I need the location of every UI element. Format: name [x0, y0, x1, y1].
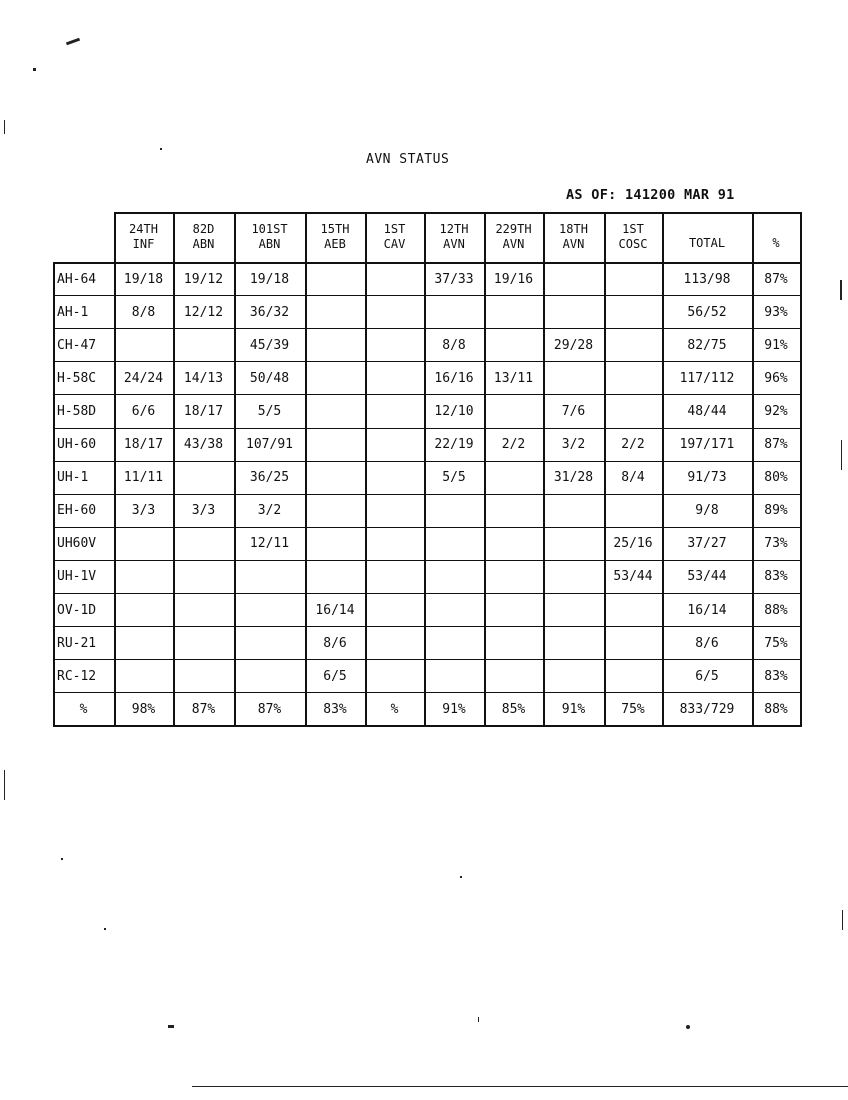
- table-header-rule: [53, 262, 802, 264]
- scan-speck: [842, 910, 843, 930]
- table-vertical-rule: [424, 212, 426, 725]
- table-row-rule: [53, 295, 802, 296]
- table-cell: 16/14: [315, 602, 355, 618]
- table-cell: 3/3: [131, 503, 156, 519]
- table-row-rule: [53, 560, 802, 561]
- table-cell: 6/5: [695, 668, 719, 684]
- table-cell: 19/16: [493, 271, 534, 287]
- table-cell: 85%: [501, 701, 526, 717]
- table-row-rule: [53, 328, 802, 329]
- table-cell: 3/3: [191, 503, 216, 519]
- table-cell: 87%: [191, 701, 216, 717]
- table-cell: 80%: [764, 470, 788, 486]
- table-cell: 7/6: [561, 403, 586, 419]
- table-cell: 53/44: [613, 569, 653, 585]
- row-label: CH-47: [57, 337, 97, 353]
- table-cell: 89%: [764, 503, 788, 519]
- row-label: EH-60: [57, 503, 97, 519]
- scan-speck: [840, 280, 842, 300]
- table-cell: 5/5: [442, 470, 466, 486]
- table-cell: 6/5: [323, 668, 347, 684]
- table-cell: 12/10: [434, 403, 474, 419]
- table-cell: 18/17: [123, 437, 164, 453]
- table-cell: 37/33: [434, 271, 474, 287]
- table-cell: 73%: [764, 536, 788, 552]
- table-cell: 36/32: [249, 304, 290, 320]
- row-label: RC-12: [57, 668, 97, 684]
- table-cell: 82/75: [687, 337, 727, 353]
- table-cell: 91%: [561, 701, 586, 717]
- table-row-rule: [53, 394, 802, 395]
- scan-speck: [33, 68, 36, 71]
- column-header: 229TH AVN: [495, 222, 532, 251]
- table-row-rule: [53, 527, 802, 528]
- table-cell: 833/729: [679, 701, 735, 717]
- table-cell: 8/6: [323, 635, 347, 651]
- table-cell: 88%: [764, 701, 788, 717]
- scan-speck: [460, 876, 462, 878]
- table-vertical-rule: [173, 212, 175, 725]
- table-cell: 113/98: [683, 271, 731, 287]
- table-cell: 117/112: [679, 370, 735, 386]
- column-header: %: [772, 236, 780, 250]
- table-cell: 93%: [764, 304, 788, 320]
- table-vertical-rule: [365, 212, 367, 725]
- row-label: %: [79, 701, 88, 717]
- table-cell: 8/6: [695, 635, 719, 651]
- column-header: 12TH AVN: [439, 222, 469, 251]
- table-cell: 87%: [764, 437, 788, 453]
- column-header: TOTAL: [688, 236, 726, 250]
- table-cell: 19/12: [183, 271, 224, 287]
- table-cell: 19/18: [249, 271, 290, 287]
- table-cell: 3/2: [561, 437, 586, 453]
- row-label: H-58D: [57, 403, 97, 419]
- table-vertical-rule: [800, 212, 802, 725]
- table-cell: 3/2: [257, 503, 282, 519]
- table-row-rule: [53, 361, 802, 362]
- table-cell: 6/6: [131, 403, 156, 419]
- table-cell: %: [390, 701, 399, 717]
- table-vertical-rule: [543, 212, 545, 725]
- column-header: 1ST COSC: [618, 222, 648, 251]
- table-cell: 88%: [764, 602, 788, 618]
- table-vertical-rule: [484, 212, 486, 725]
- column-header: 82D ABN: [192, 222, 215, 251]
- scan-speck: [61, 858, 63, 860]
- table-row-rule: [53, 461, 802, 462]
- table-cell: 11/11: [123, 470, 164, 486]
- row-label: RU-21: [57, 635, 97, 651]
- table-cell: 50/48: [249, 370, 290, 386]
- table-cell: 29/28: [553, 337, 594, 353]
- column-header: 24TH INF: [129, 222, 158, 251]
- row-label: UH60V: [57, 536, 97, 552]
- table-row-rule: [53, 659, 802, 660]
- scan-speck: [160, 148, 162, 150]
- table-cell: 2/2: [621, 437, 645, 453]
- scan-speck: [168, 1025, 174, 1028]
- table-row-rule: [53, 593, 802, 594]
- table-row-rule: [53, 428, 802, 429]
- table-cell: 98%: [131, 701, 156, 717]
- row-label: AH-64: [57, 271, 97, 287]
- table-cell: 36/25: [249, 470, 290, 486]
- table-cell: 8/8: [131, 304, 156, 320]
- table-cell: 8/4: [621, 470, 645, 486]
- column-header: 15TH AEB: [320, 222, 350, 251]
- table-cell: 83%: [764, 668, 788, 684]
- table-cell: 24/24: [123, 370, 164, 386]
- table-cell: 14/13: [183, 370, 224, 386]
- table-cell: 5/5: [257, 403, 282, 419]
- table-cell: 9/8: [695, 503, 719, 519]
- table-cell: 37/27: [687, 536, 727, 552]
- row-label: UH-1V: [57, 569, 97, 585]
- bottom-rule: [192, 1086, 848, 1087]
- table-cell: 53/44: [687, 569, 727, 585]
- table-cell: 75%: [621, 701, 645, 717]
- table-cell: 43/38: [183, 437, 224, 453]
- table-vertical-rule: [604, 212, 606, 725]
- table-cell: 22/19: [434, 437, 474, 453]
- row-label: UH-60: [57, 437, 97, 453]
- table-row-rule: [53, 692, 802, 693]
- table-cell: 16/16: [434, 370, 474, 386]
- table-cell: 16/14: [687, 602, 727, 618]
- table-cell: 25/16: [613, 536, 653, 552]
- row-label: OV-1D: [57, 602, 97, 618]
- scan-speck: [104, 928, 106, 930]
- table-cell: 96%: [764, 370, 788, 386]
- scan-speck: [478, 1017, 479, 1022]
- table-cell: 18/17: [183, 403, 224, 419]
- table-cell: 87%: [257, 701, 282, 717]
- table-cell: 45/39: [249, 337, 290, 353]
- as-of-date: AS OF: 141200 MAR 91: [566, 187, 735, 203]
- scan-speck: [841, 440, 842, 470]
- column-header: 101ST ABN: [251, 222, 288, 251]
- scan-speck: [4, 120, 5, 134]
- table-cell: 12/11: [249, 536, 290, 552]
- table-cell: 91%: [442, 701, 466, 717]
- table-row-rule: [53, 725, 802, 727]
- table-cell: 107/91: [246, 437, 293, 453]
- row-label: AH-1: [57, 304, 89, 320]
- row-label: H-58C: [57, 370, 97, 386]
- table-cell: 75%: [764, 635, 788, 651]
- scan-speck: [4, 770, 5, 800]
- table-cell: 31/28: [553, 470, 594, 486]
- column-header: 18TH AVN: [559, 222, 588, 251]
- row-label: UH-1: [57, 470, 89, 486]
- table-cell: 91/73: [687, 470, 727, 486]
- table-row-rule: [53, 626, 802, 627]
- table-cell: 87%: [764, 271, 788, 287]
- table-cell: 13/11: [493, 370, 534, 386]
- table-cell: 92%: [764, 403, 788, 419]
- table-cell: 12/12: [183, 304, 224, 320]
- document-title: AVN STATUS: [366, 152, 450, 167]
- table-cell: 2/2: [501, 437, 526, 453]
- scan-speck: [686, 1025, 690, 1029]
- table-cell: 56/52: [687, 304, 727, 320]
- table-cell: 197/171: [679, 437, 735, 453]
- table-cell: 91%: [764, 337, 788, 353]
- column-header: 1ST CAV: [383, 222, 406, 251]
- table-top-rule: [114, 212, 802, 214]
- table-cell: 83%: [764, 569, 788, 585]
- table-cell: 8/8: [442, 337, 466, 353]
- table-cell: 83%: [323, 701, 347, 717]
- table-cell: 48/44: [687, 403, 727, 419]
- table-cell: 19/18: [123, 271, 164, 287]
- table-row-rule: [53, 494, 802, 495]
- table-vertical-rule: [234, 212, 236, 725]
- table-vertical-rule: [114, 212, 116, 725]
